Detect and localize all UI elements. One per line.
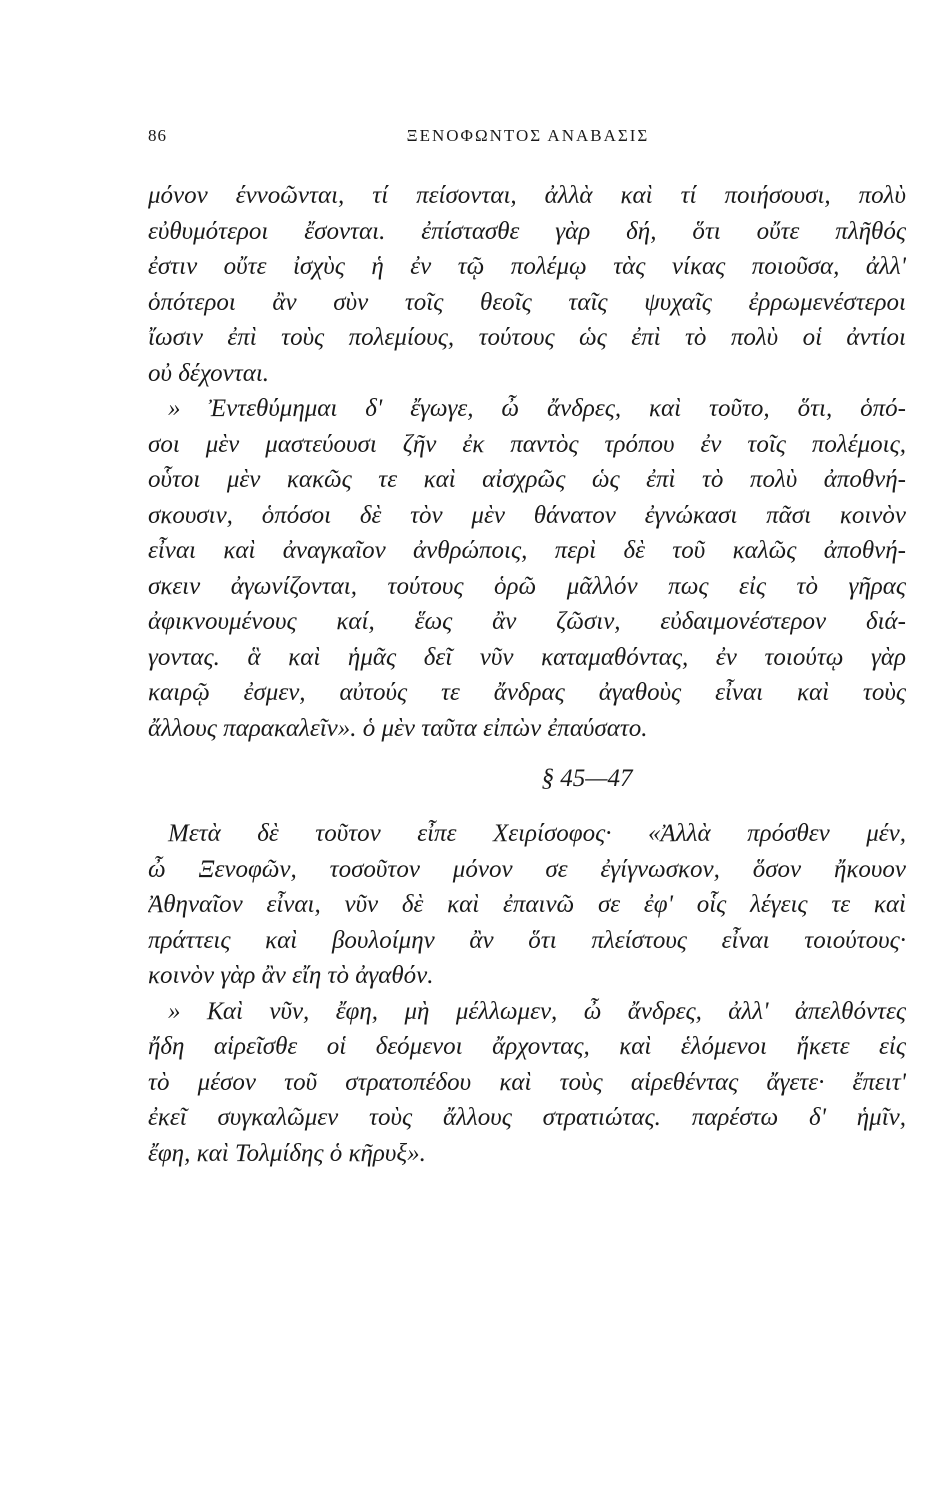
- text-line: γοντας. ἃ καὶ ἡμᾶς δεῖ νῦν καταμαθόντας, ἐν τοιούτῳ γὰρ: [148, 643, 906, 671]
- text-line: καιρῷ ἐσμεν, αὐτούς τε ἄνδρας ἀγαθοὺς εἶναι καὶ τοὺς: [148, 679, 906, 706]
- text-line: ὁπότεροι ἂν σὺν τοῖς θεοῖς ταῖς ψυχαῖς ἐρρωμενέστεροι: [148, 288, 906, 316]
- paragraph-4: [148, 994, 906, 1172]
- text-line: ἴωσιν ἐπὶ τοὺς πολεμίους, τούτους ὡς ἐπὶ τὸ πολὺ οἱ ἀντίοι: [148, 324, 906, 351]
- text-line: σοι μὲν μαστεύουσι ζῆν ἐκ παντὸς τρόπου ἐν τοῖς πολέμοις,: [148, 430, 906, 458]
- section-number: § 45—47: [541, 765, 633, 792]
- text-line: Ἀθηναῖον εἶναι, νῦν δὲ καὶ ἐπαινῶ σε ἐφ' οἷς λέγεις τε καὶ: [148, 891, 906, 918]
- text-line: ἔφη, καὶ Τολμίδης ὁ κῆρυξ».: [148, 1139, 426, 1167]
- text-line: σκειν ἀγωνίζονται, τούτους ὁρῶ μᾶλλόν πως εἰς τὸ γῆρας: [148, 572, 906, 600]
- text-line: εἶναι καὶ ἀναγκαῖον ἀνθρώποις, περὶ δὲ τοῦ καλῶς ἀποθνή-: [148, 537, 906, 564]
- paragraph-3: [148, 816, 906, 994]
- text-line: ἤδη αἱρεῖσθε οἱ δεόμενοι ἄρχοντας, καὶ ἑλόμενοι ἥκετε εἰς: [148, 1033, 906, 1060]
- running-head: [148, 126, 908, 156]
- text-line: οὐ δέχονται.: [148, 359, 270, 387]
- paragraph-1: [148, 178, 906, 391]
- text-line: σκουσιν, ὁπόσοι δὲ τὸν μὲν θάνατον ἐγνώκασι πᾶσι κοινὸν: [148, 501, 906, 529]
- text-line: πράττεις καὶ βουλοίμην ἂν ὅτι πλείστους εἶναι τοιούτους·: [148, 926, 906, 954]
- section-heading: [148, 754, 906, 804]
- text-line: ἐστιν οὔτε ἰσχὺς ἡ ἐν τῷ πολέμῳ τὰς νίκας ποιοῦσα, ἀλλ': [148, 253, 906, 280]
- body-text: [148, 178, 906, 1171]
- text-line: » Καὶ νῦν, ἔφη, μὴ μέλλωμεν, ὦ ἄνδρες, ἀλλ' ἀπελθόντες: [168, 997, 906, 1025]
- text-line: Μετὰ δὲ τοῦτον εἶπε Χειρίσοφος· «Ἀλλὰ πρόσθεν μέν,: [168, 820, 906, 847]
- text-line: ἀφικνουμένους καί, ἕως ἂν ζῶσιν, εὐδαιμονέστερον διά-: [148, 608, 906, 635]
- text-line: εὐθυμότεροι ἔσονται. ἐπίστασθε γὰρ δή, ὅτι οὔτε πλῆθός: [148, 217, 906, 245]
- text-line: μόνον έννοῶνται, τί πείσονται, ἀλλὰ καὶ τί ποιήσουσι, πολὺ: [148, 182, 906, 209]
- text-line: ἄλλους παρακαλεῖν». ὁ μὲν ταῦτα εἰπὼν ἐπαύσατο.: [148, 714, 648, 742]
- text-line: τὸ μέσον τοῦ στρατοπέδου καὶ τοὺς αἱρεθέντας ἄγετε· ἔπειτ': [148, 1068, 906, 1096]
- page-number: 86: [148, 126, 167, 145]
- text-line: ἐκεῖ συγκαλῶμεν τοὺς ἄλλους στρατιώτας. παρέστω δ' ἡμῖν,: [148, 1104, 906, 1131]
- text-line: κοινὸν γὰρ ἂν εἴη τὸ ἀγαθόν.: [148, 962, 434, 989]
- paragraph-2: [148, 391, 906, 746]
- text-line: ὦ Ξενοφῶν, τοσοῦτον μόνον σε ἐγίγνωσκον, ὅσον ἤκουον: [148, 855, 906, 883]
- book-title: ΞΕΝΟΦΩΝΤΟΣ ΑΝΑΒΑΣΙΣ: [406, 126, 650, 145]
- text-line: οὗτοι μὲν κακῶς τε καὶ αἰσχρῶς ὡς ἐπὶ τὸ πολὺ ἀποθνή-: [148, 466, 906, 493]
- text-line: » Ἐντεθύμημαι δ' ἔγωγε, ὦ ἄνδρες, καὶ τοῦτο, ὅτι, ὁπό-: [168, 395, 906, 422]
